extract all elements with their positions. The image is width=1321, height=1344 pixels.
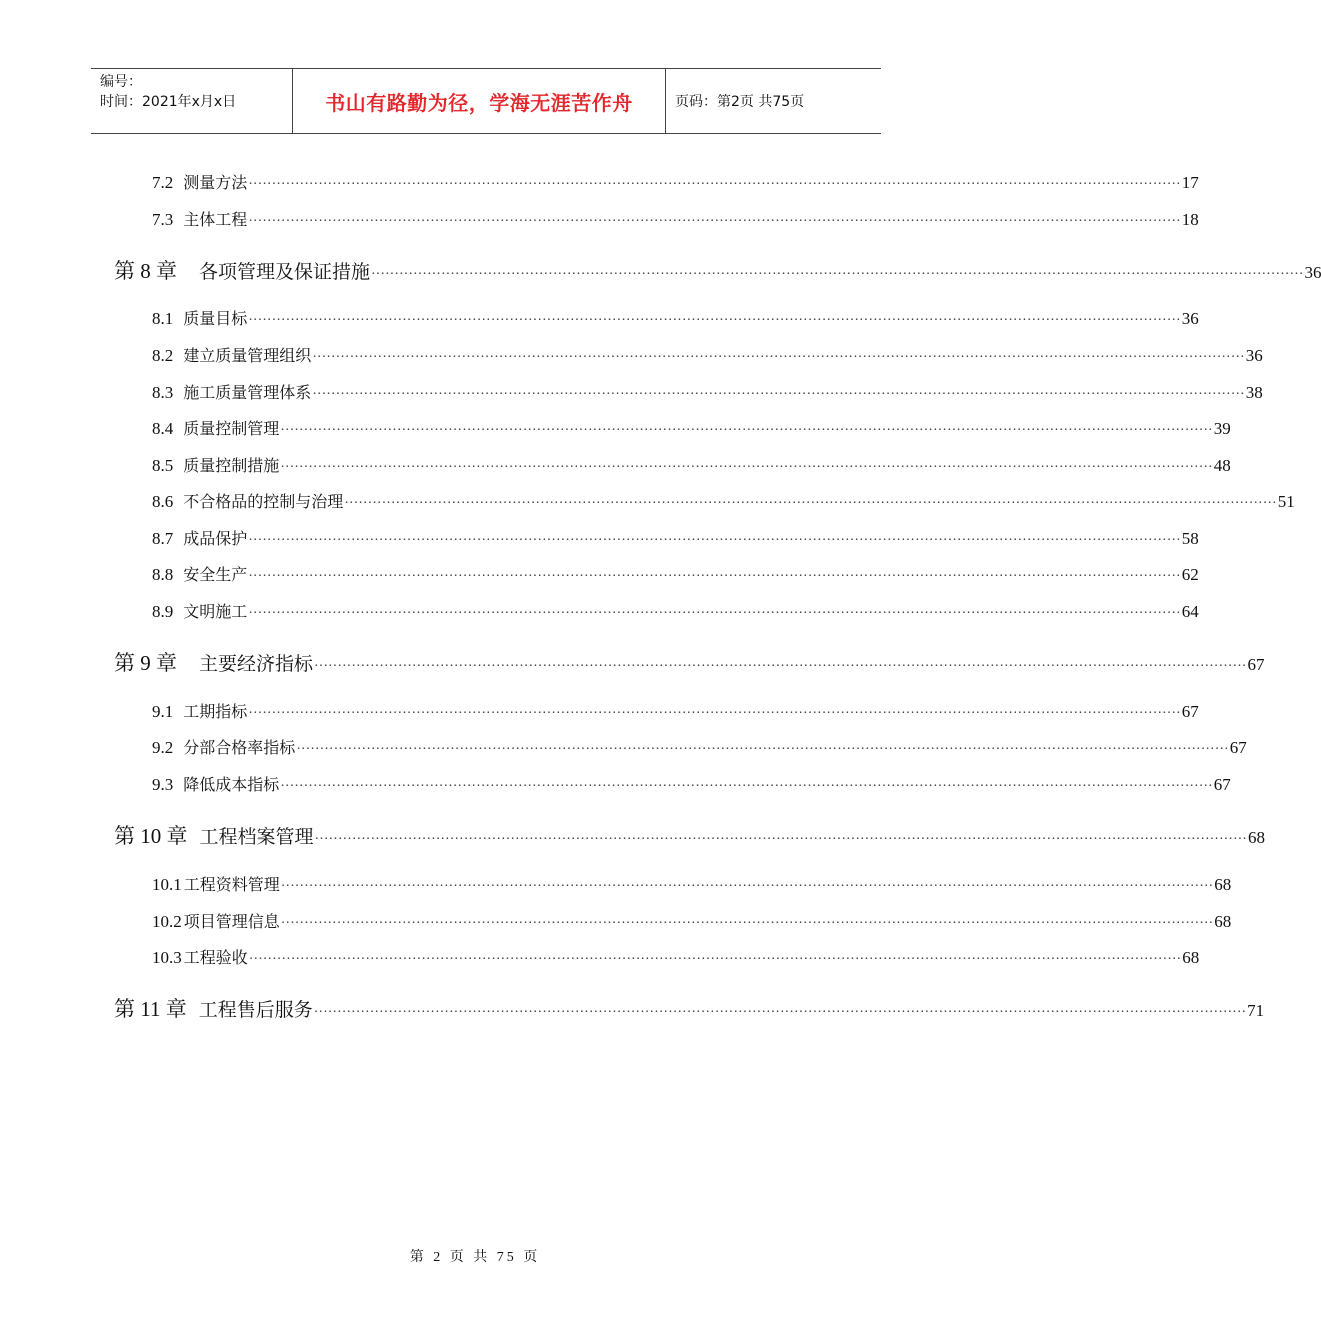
toc-entry-page: 67	[1181, 702, 1199, 721]
toc-section-entry	[152, 489, 1295, 512]
toc-section-entry	[152, 945, 1200, 968]
toc-entry-number: 10.1	[152, 875, 182, 894]
toc-leader-dots: ········································································································································································································	[296, 742, 1229, 757]
toc-entry-page: 68	[1214, 875, 1232, 894]
toc-chapter-entry	[114, 820, 1265, 850]
toc-section-entry	[152, 909, 1232, 932]
toc-entry-title: 工程档案管理	[199, 826, 314, 848]
toc-leader-dots: ········································································································································································································	[248, 952, 1182, 967]
toc-entry-number: 第 10 章	[114, 824, 188, 848]
toc-leader-dots: ········································································································································································································	[248, 569, 1181, 584]
toc-entry-number: 第 8 章	[114, 259, 177, 283]
toc-entry-title: 不合格品的控制与治理	[183, 492, 344, 511]
header-time-label: 时间：2021年x月x日	[100, 94, 237, 110]
toc-section-entry	[152, 772, 1231, 795]
toc-entry-title: 工期指标	[183, 702, 248, 721]
toc-section-entry	[152, 343, 1263, 366]
toc-entry-number: 7.3	[152, 210, 174, 229]
toc-entry-page: 36	[1181, 309, 1199, 328]
toc-entry-title: 文明施工	[183, 602, 248, 621]
toc-entry-title: 各项管理及保证措施	[199, 261, 371, 283]
toc-entry-number: 9.2	[152, 738, 174, 757]
toc-entry-number: 8.5	[152, 456, 174, 475]
toc-chapter-entry	[114, 255, 1321, 285]
toc-entry-page: 68	[1182, 948, 1200, 967]
toc-entry-number: 10.2	[152, 912, 182, 931]
toc-entry-number: 8.8	[152, 565, 174, 584]
toc-leader-dots: ········································································································································································································	[313, 1005, 1247, 1020]
toc-section-entry	[152, 562, 1199, 585]
toc-entry-title: 施工质量管理体系	[183, 383, 312, 402]
toc-entry-title: 主体工程	[183, 210, 248, 229]
toc-chapter-entry	[114, 993, 1265, 1023]
toc-entry-page: 62	[1181, 565, 1199, 584]
toc-entry-title: 工程售后服务	[198, 999, 313, 1021]
toc-leader-dots: ········································································································································································································	[248, 706, 1181, 721]
toc-entry-number: 8.7	[152, 529, 174, 548]
toc-entry-title: 主要经济指标	[199, 653, 314, 675]
toc-entry-page: 17	[1181, 173, 1199, 192]
toc-leader-dots: ········································································································································································································	[248, 313, 1181, 328]
toc-leader-dots: ········································································································································································································	[344, 496, 1277, 511]
toc-entry-number: 9.3	[152, 775, 174, 794]
toc-entry-page: 48	[1213, 456, 1231, 475]
toc-entry-page: 51	[1277, 492, 1295, 511]
toc-entry-page: 67	[1213, 775, 1231, 794]
page-header	[91, 68, 881, 134]
toc-entry-title: 质量控制管理	[183, 419, 280, 438]
toc-leader-dots: ········································································································································································································	[312, 350, 1245, 365]
toc-entry-title: 成品保护	[183, 529, 248, 548]
header-page-info: 页码：第2页 共75页	[675, 94, 805, 110]
toc-entry-page: 58	[1181, 529, 1199, 548]
toc-entry-number: 8.6	[152, 492, 174, 511]
toc-leader-dots: ········································································································································································································	[248, 533, 1181, 548]
toc-entry-page: 36	[1245, 346, 1263, 365]
toc-entry-page: 18	[1181, 210, 1199, 229]
toc-entry-page: 68	[1247, 828, 1265, 847]
toc-entry-number: 8.1	[152, 309, 174, 328]
toc-section-entry	[152, 735, 1247, 758]
header-motto: 书山有路勤为径，学海无涯苦作舟	[325, 90, 633, 115]
toc-entry-title: 降低成本指标	[183, 775, 280, 794]
toc-entry-page: 38	[1245, 383, 1263, 402]
toc-section-entry	[152, 170, 1199, 193]
toc-section-entry	[152, 306, 1199, 329]
toc-leader-dots: ········································································································································································································	[280, 779, 1213, 794]
toc-leader-dots: ········································································································································································································	[248, 177, 1181, 192]
toc-entry-title: 质量控制措施	[183, 456, 280, 475]
toc-entry-page: 71	[1247, 1001, 1265, 1020]
toc-entry-number: 7.2	[152, 173, 174, 192]
toc-entry-number: 10.3	[152, 948, 182, 967]
header-motto-cell	[293, 69, 666, 133]
toc-entry-title: 安全生产	[183, 565, 248, 584]
toc-chapter-entry	[114, 647, 1265, 677]
toc-section-entry	[152, 380, 1263, 403]
toc-leader-dots: ········································································································································································································	[248, 214, 1181, 229]
toc-section-entry	[152, 699, 1199, 722]
toc-leader-dots: ········································································································································································································	[280, 460, 1213, 475]
toc-leader-dots: ········································································································································································································	[280, 423, 1213, 438]
header-page-cell	[666, 69, 881, 133]
toc-entry-page: 39	[1213, 419, 1231, 438]
toc-entry-title: 质量目标	[183, 309, 248, 328]
toc-entry-number: 8.2	[152, 346, 174, 365]
toc-entry-title: 工程验收	[183, 948, 248, 967]
toc-entry-number: 8.9	[152, 602, 174, 621]
toc-entry-number: 第 11 章	[114, 997, 187, 1021]
toc-entry-page: 67	[1229, 738, 1247, 757]
toc-entry-page: 64	[1181, 602, 1199, 621]
toc-leader-dots: ········································································································································································································	[248, 606, 1181, 621]
toc-leader-dots: ········································································································································································································	[314, 832, 1247, 847]
toc-entry-page: 36	[1304, 263, 1321, 282]
toc-section-entry	[152, 526, 1199, 549]
header-number-label: 编号：	[100, 74, 142, 90]
page-footer: 第 2 页 共 75 页	[409, 1250, 541, 1265]
toc-leader-dots: ········································································································································································································	[280, 916, 1214, 931]
toc-leader-dots: ········································································································································································································	[280, 879, 1214, 894]
header-meta-cell	[91, 69, 293, 133]
toc-entry-title: 工程资料管理	[183, 875, 280, 894]
toc-entry-title: 项目管理信息	[183, 912, 280, 931]
toc-entry-number: 8.3	[152, 383, 174, 402]
toc-section-entry	[152, 453, 1231, 476]
toc-section-entry	[152, 207, 1199, 230]
toc-entry-number: 9.1	[152, 702, 174, 721]
toc-leader-dots: ········································································································································································································	[371, 267, 1304, 282]
toc-leader-dots: ········································································································································································································	[314, 659, 1247, 674]
toc-entry-title: 分部合格率指标	[183, 738, 296, 757]
toc-section-entry	[152, 416, 1231, 439]
toc-entry-title: 测量方法	[183, 173, 248, 192]
toc-section-entry	[152, 599, 1199, 622]
toc-entry-number: 第 9 章	[114, 651, 177, 675]
toc-section-entry	[152, 872, 1232, 895]
toc-leader-dots: ········································································································································································································	[312, 387, 1245, 402]
toc-entry-title: 建立质量管理组织	[183, 346, 312, 365]
toc-entry-page: 67	[1247, 655, 1265, 674]
toc-entry-page: 68	[1214, 912, 1232, 931]
toc-entry-number: 8.4	[152, 419, 174, 438]
